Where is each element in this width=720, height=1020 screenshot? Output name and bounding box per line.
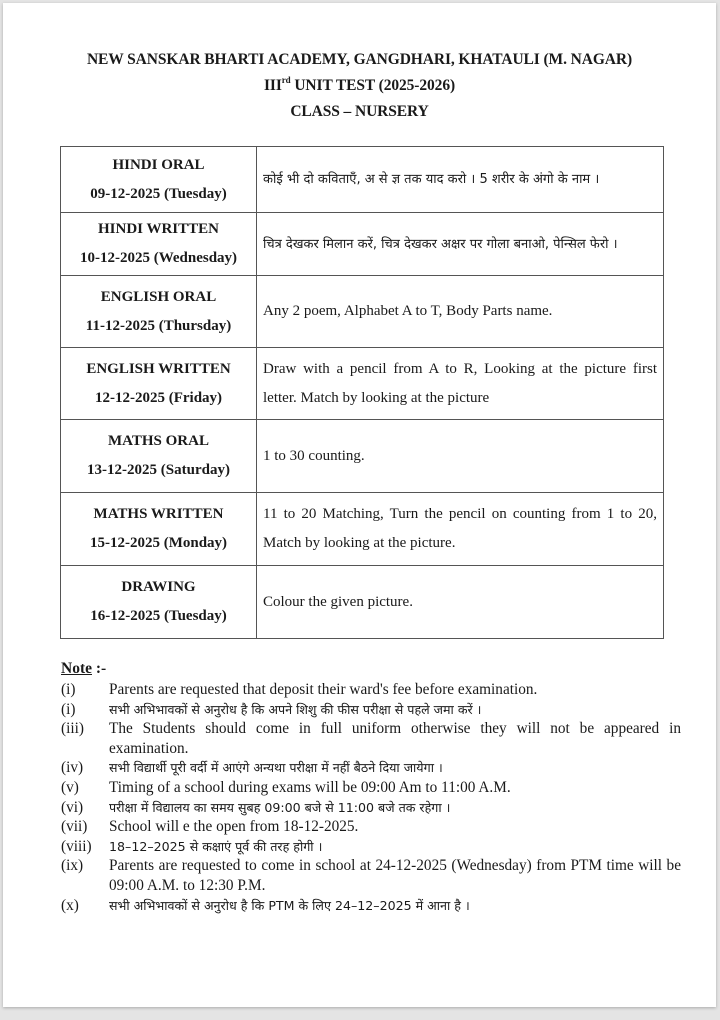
table-row (61, 566, 664, 639)
note-number: (vi) (61, 798, 84, 816)
note-item (61, 680, 681, 700)
subject-name: ENGLISH ORAL (100, 288, 217, 305)
subject-cell (61, 213, 257, 276)
subject-name: MATHS WRITTEN (93, 506, 224, 522)
syllabus-cell: चित्र देखकर मिलान करें, चित्र देखकर अक्षर पर गोला बनाओ, पेन्सिल फेरो । (257, 213, 664, 276)
note-item (61, 817, 681, 837)
note-number: (x) (61, 896, 79, 914)
exam-date: 09-12-2025 (Tuesday) (90, 185, 227, 202)
exam-date: 13-12-2025 (Saturday) (87, 462, 230, 478)
subject-cell (61, 348, 257, 420)
class-title: CLASS – NURSERY (290, 103, 429, 120)
note-number: (iii) (61, 720, 84, 738)
notes-list (61, 680, 681, 915)
table-row (61, 213, 664, 276)
note-item (61, 778, 681, 798)
note-number: (v) (61, 778, 79, 796)
subject-cell (61, 566, 257, 639)
note-text: परीक्षा में विद्यालय का समय सुबह 09:00 बजे से 11:00 बजे तक रहेगा । (109, 799, 451, 815)
note-text: 18–12–2025 से कक्षाएं पूर्व की तरह होगी । (109, 838, 323, 854)
note-number: (i) (61, 681, 76, 698)
school-name: NEW SANSKAR BHARTI ACADEMY, GANGDHARI, KHATAULI (M. NAGAR) (86, 51, 633, 68)
subject-cell (61, 147, 257, 213)
note-item (61, 856, 681, 895)
exam-date: 11-12-2025 (Thursday) (85, 317, 232, 334)
syllabus-cell: कोई भी दो कविताएँ, अ से ज्ञ तक याद करो । 5 शरीर के अंगो के नाम । (257, 147, 664, 213)
note-number: (i) (61, 700, 76, 718)
syllabus-cell: Colour the given picture. (257, 566, 664, 639)
note-number: (iv) (61, 759, 84, 777)
note-item (61, 719, 681, 758)
note-number: (ix) (61, 857, 84, 875)
subject-cell (61, 493, 257, 566)
document-page (3, 3, 716, 1007)
note-item (61, 798, 681, 818)
subject-cell (61, 276, 257, 348)
note-text: Parents are requested to come in school at 24-12-2025 (Wednesday) from PTM time will be 09:00 A.M. to 12:30 P.M. (109, 857, 681, 894)
note-text: सभी अभिभावकों से अनुरोध है कि अपने शिशु की फीस परीक्षा से पहले जमा करें । (109, 701, 482, 717)
subject-name: MATHS ORAL (108, 433, 209, 449)
subject-name: ENGLISH WRITTEN (86, 360, 231, 377)
exam-date: 10-12-2025 (Wednesday) (79, 250, 238, 266)
syllabus-cell: Any 2 poem, Alphabet A to T, Body Parts name. (257, 276, 664, 348)
syllabus-cell: 1 to 30 counting. (257, 420, 664, 493)
subject-name: DRAWING (121, 579, 196, 595)
table-row (61, 276, 664, 348)
subject-cell (61, 420, 257, 493)
test-title-prefix: III (263, 77, 282, 94)
exam-schedule-table (60, 146, 664, 639)
table-row (61, 147, 664, 213)
test-title (3, 73, 716, 99)
notes-heading-suffix: :- (92, 660, 107, 677)
note-text: सभी विद्यार्थी पूरी वर्दी में आएंगे अन्यथा परीक्षा में नहीं बैठने दिया जायेगा । (109, 760, 443, 776)
note-item (61, 758, 681, 778)
subject-name: HINDI ORAL (112, 156, 205, 173)
note-number: (viii) (61, 837, 92, 855)
notes-heading (61, 660, 106, 678)
table-row (61, 493, 664, 566)
table-row (61, 420, 664, 493)
table-row (61, 348, 664, 420)
exam-date: 16-12-2025 (Tuesday) (90, 608, 227, 624)
exam-date: 12-12-2025 (Friday) (94, 389, 223, 406)
notes-heading-label: Note (61, 660, 92, 677)
exam-date: 15-12-2025 (Monday) (89, 535, 228, 551)
syllabus-cell: 11 to 20 Matching, Turn the pencil on counting from 1 to 20, Match by looking at the picture. (257, 493, 664, 566)
note-item (61, 700, 681, 720)
note-text: सभी अभिभावकों से अनुरोध है कि PTM के लिए 24–12–2025 में आना है । (109, 897, 470, 913)
note-text: Parents are requested that deposit their ward's fee before examination. (109, 681, 538, 698)
subject-name: HINDI WRITTEN (97, 221, 219, 237)
test-title-superscript: rd (281, 75, 291, 85)
note-number: (vii) (61, 818, 88, 836)
note-text: The Students should come in full uniform otherwise they will not be appeared in examination. (109, 720, 681, 757)
document-header (3, 47, 716, 125)
note-text: School will e the open from 18-12-2025. (109, 818, 359, 836)
note-text: Timing of a school during exams will be 09:00 Am to 11:00 A.M. (109, 778, 511, 796)
test-title-rest: UNIT TEST (2025-2026) (290, 77, 456, 94)
note-item (61, 896, 681, 916)
note-item (61, 837, 681, 857)
syllabus-cell: Draw with a pencil from A to R, Looking at the picture first letter. Match by looking at the picture (257, 348, 664, 420)
